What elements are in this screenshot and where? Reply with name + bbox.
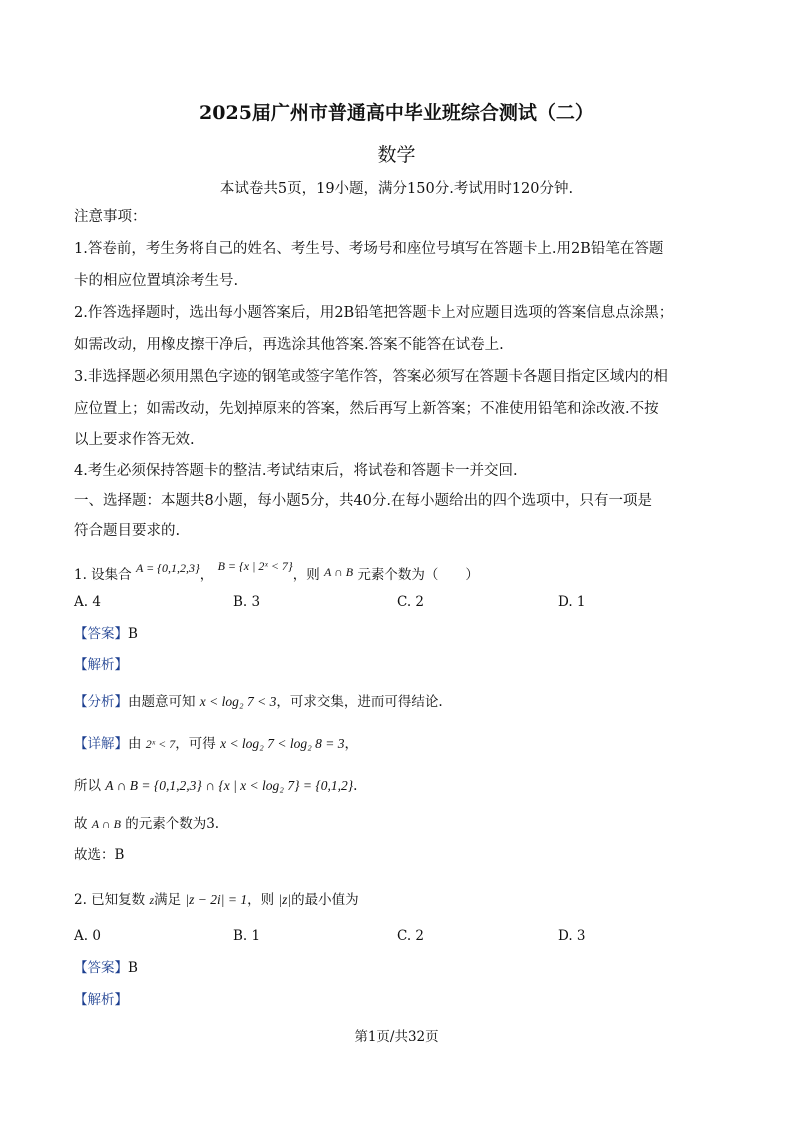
q1-fenxi	[74, 692, 733, 712]
q2-mid: 满足	[154, 892, 182, 908]
detail-text: 由	[128, 736, 142, 752]
q2-prefix: 2. 已知复数	[74, 892, 146, 908]
so-math: A ∩ B = {0,1,2,3} ∩ {x | x < log₂ 7} = {0,1,2}	[105, 778, 354, 793]
q2-answer	[74, 958, 733, 978]
exam-intro: 本试卷共5页，19小题，满分150分.考试用时120分钟.	[219, 181, 574, 197]
section-heading: 一、选择题：本题共8小题，每小题5分，共40分.在每小题给出的四个选项中，只有一项是	[74, 493, 653, 509]
note-line: 2.作答选择题时，选出每小题答案后，用2B铅笔把答题卡上对应题目选项的答案信息点涂黑；	[74, 305, 674, 321]
detail-text-mid: ，可得	[175, 736, 216, 752]
q1-suffix: 元素个数为（ ）	[357, 567, 479, 583]
page-footer: 第1页/共32页	[354, 1029, 439, 1045]
detail-label: 【详解】	[74, 736, 128, 752]
answer-value: B	[128, 960, 138, 976]
q1-option-d: D. 1	[558, 594, 586, 610]
q1-analysis-label: 【解析】	[74, 657, 128, 673]
note-line: 应位置上；如需改动，先划掉原来的答案，然后再写上新答案；不准使用铅笔和涂改液.不按	[74, 401, 659, 417]
answer-value: B	[128, 626, 138, 642]
subject-title: 数学	[377, 144, 416, 166]
q2-z: z	[149, 893, 155, 907]
q1-prefix: 1. 设集合	[74, 567, 132, 583]
q1-then: ，则	[292, 567, 320, 583]
answer-label: 【答案】	[74, 626, 128, 642]
q2-option-c: C. 2	[397, 928, 425, 944]
note-line: 以上要求作答无效.	[74, 432, 195, 448]
answer-label: 【答案】	[74, 960, 128, 976]
fenxi-text: 由题意可知	[128, 694, 196, 710]
q1-detail	[74, 734, 733, 754]
fenxi-label: 【分析】	[74, 694, 128, 710]
q1-set-b: B = {x | 2ˣ < 7}	[217, 559, 293, 573]
q2-option-d: D. 3	[558, 928, 586, 944]
q1-option-a: A. 4	[74, 594, 101, 610]
detail-math-2: x < log₂ 7 < log₂ 8 = 3	[220, 736, 345, 751]
note-line: 如需改动，用橡皮擦干净后，再选涂其他答案.答案不能答在试卷上.	[74, 337, 504, 353]
q1-count	[74, 814, 733, 834]
note-line: 卡的相应位置填涂考生号.	[74, 273, 239, 289]
q2-mid2: ，则	[247, 892, 275, 908]
q1-option-c: C. 2	[397, 594, 425, 610]
q1-option-b: B. 3	[233, 594, 261, 610]
note-line: 1.答卷前，考生务将自己的姓名、考生号、考场号和座位号填写在答题卡上.用2B铅笔在答题	[74, 241, 664, 257]
q1-answer	[74, 624, 733, 644]
exam-title: 2025届广州市普通高中毕业班综合测试（二）	[199, 102, 594, 124]
so-text-end: .	[353, 778, 358, 794]
q2-option-b: B. 1	[233, 928, 261, 944]
section-heading-cont: 符合题目要求的.	[74, 523, 181, 539]
so-text: 所以	[74, 778, 101, 794]
q1-expr: A ∩ B	[324, 565, 354, 579]
q2-analysis-label: 【解析】	[74, 992, 128, 1008]
q1-choice: 故选：B	[74, 847, 125, 863]
q2-abs-z: |z|	[278, 892, 292, 907]
count-text: 故	[74, 816, 88, 832]
fenxi-text-end: ，可求交集，进而可得结论.	[276, 694, 443, 710]
q1-comma: ，	[199, 567, 214, 583]
q2-condition: |z − 2i| = 1	[185, 892, 248, 907]
q1-so	[74, 776, 733, 796]
question-2	[74, 890, 733, 910]
note-line: 3.非选择题必须用黑色字迹的钢笔或签字笔作答，答案必须写在答题卡各题目指定区域内的相	[74, 369, 668, 385]
notes-heading: 注意事项：	[74, 209, 147, 225]
count-text-end: 的元素个数为3.	[125, 816, 220, 832]
detail-text-end: ，	[344, 736, 359, 752]
q2-option-a: A. 0	[74, 928, 101, 944]
note-line: 4.考生必须保持答题卡的整洁.考试结束后，将试卷和答题卡一并交回.	[74, 463, 518, 479]
detail-math-1: 2ˣ < 7	[145, 737, 176, 751]
q1-set-a: A = {0,1,2,3}	[135, 561, 200, 575]
question-1	[74, 559, 733, 585]
q2-suffix: 的最小值为	[291, 892, 359, 908]
count-math: A ∩ B	[91, 817, 121, 831]
fenxi-math: x < log₂ 7 < 3	[199, 694, 277, 709]
